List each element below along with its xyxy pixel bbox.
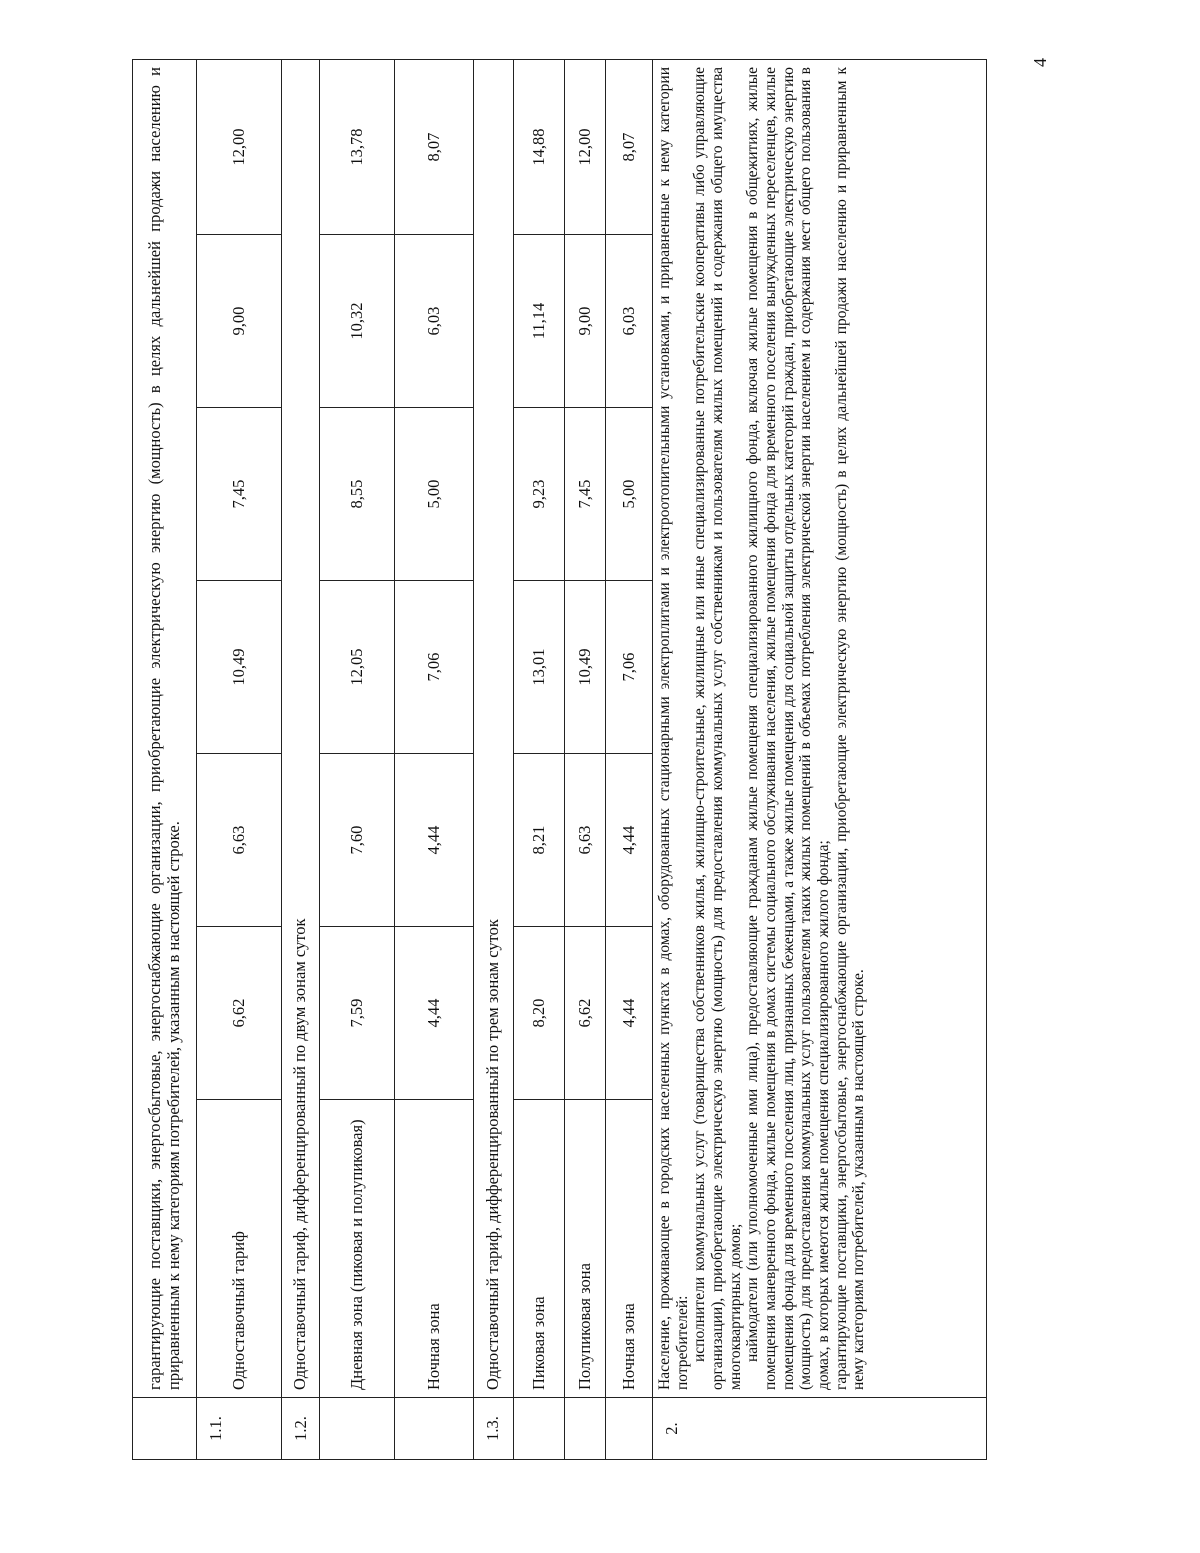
value-cell: 10,49 xyxy=(565,581,606,754)
paragraph: наймодатели (или уполномоченные ими лица), предоставляющие гражданам жилые помещения специализированного жилищного фонда, включая жилые помещения в общежитиях, жилые помещения маневренного фонда, жилые помещения в домах системы социального обслуживания населения, жилые помещения фонда для временного поселения вынужденных переселенцев, жилые помещения фонда для временного поселения лиц, признанных беженцами, а также жилые помещения для социальной защиты отдельных категорий граждан, приобретающие электрическую энергию (мощность) для предоставления коммунальных услуг пользователям таких жилых помещений в объемах потребления электрической энергии населением и содержания мест общего пользования в домах, в которых имеются жилые помещения специализированного жилого фонда; xyxy=(744,66,832,1390)
value-cell: 13,01 xyxy=(514,581,565,754)
value-cell: 8,07 xyxy=(606,59,653,234)
row-number: 1.2. xyxy=(282,1398,320,1460)
section-heading: Одноставочный тариф, дифференцированный по двум зонам суток xyxy=(282,59,320,1397)
value-cell: 8,21 xyxy=(514,754,565,927)
value-cell: 12,00 xyxy=(565,59,606,234)
value-cell: 8,20 xyxy=(514,927,565,1100)
value-cell: 6,62 xyxy=(565,927,606,1100)
value-cell: 13,78 xyxy=(320,59,395,234)
value-cell: 7,45 xyxy=(197,408,282,581)
value-cell: 14,88 xyxy=(514,59,565,234)
value-cell: 6,03 xyxy=(395,235,474,408)
value-cell: 5,00 xyxy=(395,408,474,581)
num-cell xyxy=(565,1398,606,1460)
row-label: Одноставочный тариф xyxy=(197,1100,282,1398)
num-cell xyxy=(606,1398,653,1460)
value-cell: 10,32 xyxy=(320,235,395,408)
section-heading: Одноставочный тариф, дифференцированный по трем зонам суток xyxy=(474,59,514,1397)
value-cell: 7,06 xyxy=(606,581,653,754)
row-number: 1.1. xyxy=(197,1398,282,1460)
value-cell: 6,03 xyxy=(606,235,653,408)
value-cell: 4,44 xyxy=(395,927,474,1100)
table-row xyxy=(514,59,565,1459)
table-row xyxy=(565,59,606,1459)
paragraph: Население, проживающее в городских населенных пунктах в домах, оборудованных стационарными электроплитами и электроотопительными установками, и приравненные к нему категории потребителей: xyxy=(656,66,691,1390)
table-row xyxy=(197,59,282,1459)
value-cell: 7,06 xyxy=(395,581,474,754)
value-cell: 7,45 xyxy=(565,408,606,581)
row-label: Полупиковая зона xyxy=(565,1100,606,1398)
num-cell xyxy=(320,1398,395,1460)
value-cell: 6,63 xyxy=(565,754,606,927)
table-row xyxy=(395,59,474,1459)
value-cell: 9,00 xyxy=(197,235,282,408)
value-cell: 7,59 xyxy=(320,927,395,1100)
row-number: 2. xyxy=(653,1398,987,1460)
row-2-description xyxy=(653,59,987,1397)
table-row xyxy=(133,59,197,1459)
value-cell: 9,00 xyxy=(565,235,606,408)
value-cell: 5,00 xyxy=(606,408,653,581)
table-row xyxy=(320,59,395,1459)
row-label: Дневная зона (пиковая и полупиковая) xyxy=(320,1100,395,1398)
value-cell: 8,07 xyxy=(395,59,474,234)
paragraph: исполнители коммунальных услуг (товарищества собственников жилья, жилищно-строительные, жилищные или иные специализированные потребительские кооперативы либо управляющие организации), приобретающие электрическую энергию (мощность) для предоставления коммунальных услуг собственникам и пользователям жилых помещений и содержания общего имущества многоквартирных домов; xyxy=(691,66,744,1390)
value-cell: 11,14 xyxy=(514,235,565,408)
tariff-table xyxy=(132,59,987,1460)
value-cell: 4,44 xyxy=(606,754,653,927)
num-cell xyxy=(514,1398,565,1460)
value-cell: 6,62 xyxy=(197,927,282,1100)
value-cell: 10,49 xyxy=(197,581,282,754)
continuation-text: гарантирующие поставщики, энергосбытовые, энергоснабжающие организации, приобретающие электрическую энергию (мощность) в целях дальнейшей продажи населению и приравненным к нему категориям потребителей, указанным в настоящей строке. xyxy=(133,59,197,1397)
value-cell: 9,23 xyxy=(514,408,565,581)
value-cell: 7,60 xyxy=(320,754,395,927)
value-cell: 12,00 xyxy=(197,59,282,234)
paragraph: гарантирующие поставщики, энергосбытовые, энергоснабжающие организации, приобретающие электрическую энергию (мощность) в целях дальнейшей продажи населению и приравненным к нему категориям потребителей, указанным в настоящей строке. xyxy=(832,66,868,1390)
row-label: Ночная зона xyxy=(395,1100,474,1398)
value-cell: 4,44 xyxy=(606,927,653,1100)
table-row xyxy=(653,59,987,1459)
page-number: 4 xyxy=(1030,58,1050,67)
value-cell: 8,55 xyxy=(320,408,395,581)
row-label: Ночная зона xyxy=(606,1100,653,1398)
table-row xyxy=(606,59,653,1459)
row-label: Пиковая зона xyxy=(514,1100,565,1398)
rotated-table-container xyxy=(132,60,987,1460)
num-cell xyxy=(133,1398,197,1460)
row-number: 1.3. xyxy=(474,1398,514,1460)
table-row xyxy=(474,59,514,1459)
num-cell xyxy=(395,1398,474,1460)
value-cell: 6,63 xyxy=(197,754,282,927)
value-cell: 4,44 xyxy=(395,754,474,927)
value-cell: 12,05 xyxy=(320,581,395,754)
table-row xyxy=(282,59,320,1459)
